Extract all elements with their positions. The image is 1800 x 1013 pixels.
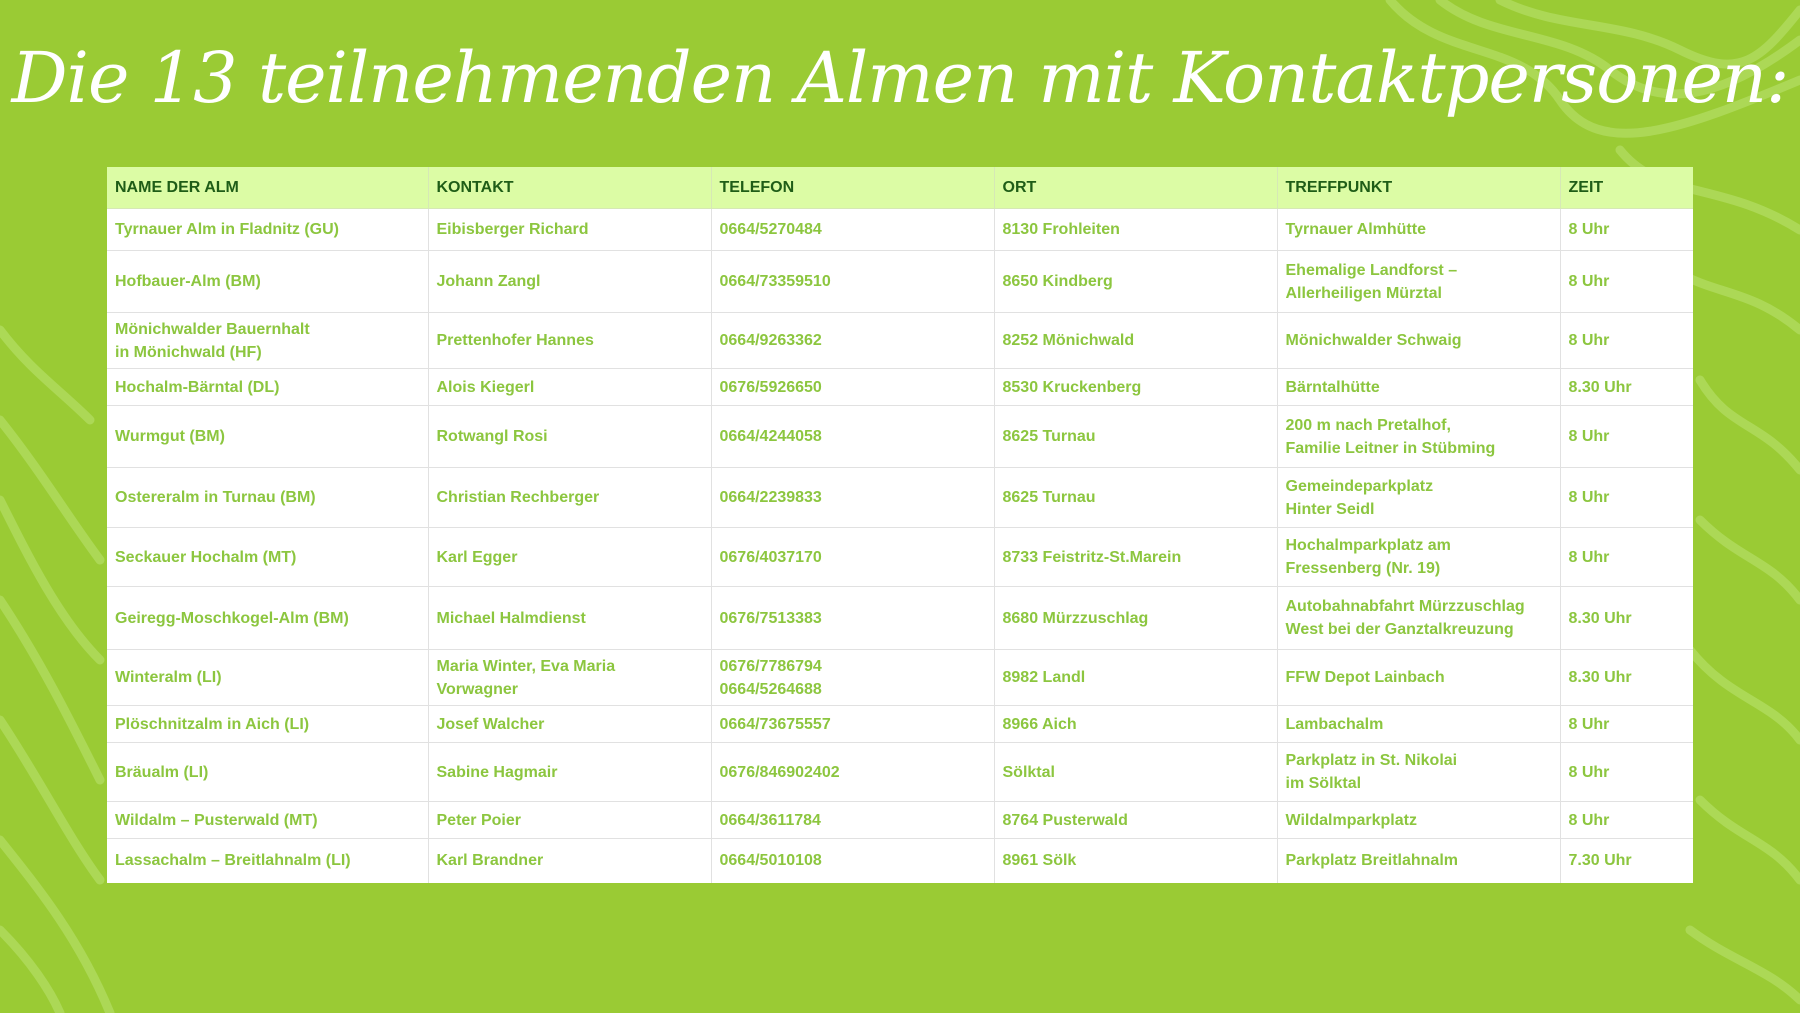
cell-zeit: 8 Uhr (1560, 313, 1693, 369)
cell-kontakt: Peter Poier (428, 802, 711, 839)
header-kontakt: KONTAKT (428, 167, 711, 209)
cell-alm-name: Tyrnauer Alm in Fladnitz (GU) (107, 209, 428, 251)
cell-zeit: 8 Uhr (1560, 468, 1693, 528)
cell-zeit: 8.30 Uhr (1560, 650, 1693, 706)
table-row (107, 587, 1693, 650)
cell-ort: 8966 Aich (994, 706, 1277, 743)
cell-alm-name: Hochalm-Bärntal (DL) (107, 369, 428, 406)
table-row (107, 251, 1693, 313)
cell-ort: 8733 Feistritz-St.Marein (994, 528, 1277, 587)
cell-kontakt: Sabine Hagmair (428, 743, 711, 802)
header-ort: ORT (994, 167, 1277, 209)
cell-zeit: 8 Uhr (1560, 706, 1693, 743)
cell-kontakt: Karl Egger (428, 528, 711, 587)
cell-telefon: 0664/5270484 (711, 209, 994, 251)
cell-telefon: 0664/9263362 (711, 313, 994, 369)
table-header-row (107, 167, 1693, 209)
cell-telefon: 0664/73675557 (711, 706, 994, 743)
header-zeit: ZEIT (1560, 167, 1693, 209)
cell-kontakt: Rotwangl Rosi (428, 406, 711, 468)
cell-ort: 8961 Sölk (994, 839, 1277, 883)
table-row (107, 528, 1693, 587)
cell-treffpunkt: Parkplatz in St. Nikolai im Sölktal (1277, 743, 1560, 802)
cell-kontakt: Karl Brandner (428, 839, 711, 883)
cell-ort: 8982 Landl (994, 650, 1277, 706)
table-row (107, 706, 1693, 743)
cell-ort: 8530 Kruckenberg (994, 369, 1277, 406)
cell-telefon: 0664/73359510 (711, 251, 994, 313)
cell-zeit: 8.30 Uhr (1560, 369, 1693, 406)
cell-ort: Sölktal (994, 743, 1277, 802)
table-row (107, 468, 1693, 528)
cell-treffpunkt: FFW Depot Lainbach (1277, 650, 1560, 706)
cell-alm-name: Seckauer Hochalm (MT) (107, 528, 428, 587)
cell-alm-name: Wildalm – Pusterwald (MT) (107, 802, 428, 839)
cell-telefon: 0676/5926650 (711, 369, 994, 406)
cell-treffpunkt: Hochalmparkplatz am Fressenberg (Nr. 19) (1277, 528, 1560, 587)
cell-kontakt: Prettenhofer Hannes (428, 313, 711, 369)
cell-zeit: 8.30 Uhr (1560, 587, 1693, 650)
table-row (107, 209, 1693, 251)
cell-ort: 8764 Pusterwald (994, 802, 1277, 839)
cell-ort: 8130 Frohleiten (994, 209, 1277, 251)
cell-kontakt: Maria Winter, Eva Maria Vorwagner (428, 650, 711, 706)
cell-ort: 8680 Mürzzuschlag (994, 587, 1277, 650)
cell-treffpunkt: Gemeindeparkplatz Hinter Seidl (1277, 468, 1560, 528)
contacts-table-container (107, 167, 1693, 883)
cell-alm-name: Ostereralm in Turnau (BM) (107, 468, 428, 528)
cell-telefon: 0676/846902402 (711, 743, 994, 802)
cell-kontakt: Josef Walcher (428, 706, 711, 743)
cell-telefon: 0676/7786794 0664/5264688 (711, 650, 994, 706)
cell-treffpunkt: Bärntalhütte (1277, 369, 1560, 406)
cell-zeit: 8 Uhr (1560, 406, 1693, 468)
table-row (107, 369, 1693, 406)
cell-ort: 8625 Turnau (994, 468, 1277, 528)
cell-alm-name: Wurmgut (BM) (107, 406, 428, 468)
cell-telefon: 0664/2239833 (711, 468, 994, 528)
cell-telefon: 0664/5010108 (711, 839, 994, 883)
cell-treffpunkt: Ehemalige Landforst – Allerheiligen Mürztal (1277, 251, 1560, 313)
cell-treffpunkt: 200 m nach Pretalhof, Familie Leitner in Stübming (1277, 406, 1560, 468)
table-row (107, 743, 1693, 802)
cell-treffpunkt: Lambachalm (1277, 706, 1560, 743)
cell-zeit: 8 Uhr (1560, 802, 1693, 839)
cell-kontakt: Christian Rechberger (428, 468, 711, 528)
cell-alm-name: Hofbauer-Alm (BM) (107, 251, 428, 313)
cell-telefon: 0664/4244058 (711, 406, 994, 468)
cell-kontakt: Johann Zangl (428, 251, 711, 313)
table-row (107, 802, 1693, 839)
table-row (107, 839, 1693, 883)
table-row (107, 313, 1693, 369)
contacts-table (107, 167, 1693, 883)
cell-zeit: 8 Uhr (1560, 209, 1693, 251)
cell-treffpunkt: Parkplatz Breitlahnalm (1277, 839, 1560, 883)
cell-ort: 8650 Kindberg (994, 251, 1277, 313)
table-row (107, 650, 1693, 706)
cell-zeit: 8 Uhr (1560, 251, 1693, 313)
table-row (107, 406, 1693, 468)
cell-alm-name: Mönichwalder Bauernhalt in Mönichwald (HF) (107, 313, 428, 369)
cell-ort: 8625 Turnau (994, 406, 1277, 468)
cell-treffpunkt: Autobahnabfahrt Mürzzuschlag West bei der Ganztalkreuzung (1277, 587, 1560, 650)
header-telefon: TELEFON (711, 167, 994, 209)
cell-treffpunkt: Tyrnauer Almhütte (1277, 209, 1560, 251)
header-treffpunkt: TREFFPUNKT (1277, 167, 1560, 209)
cell-alm-name: Geiregg-Moschkogel-Alm (BM) (107, 587, 428, 650)
cell-alm-name: Winteralm (LI) (107, 650, 428, 706)
cell-alm-name: Bräualm (LI) (107, 743, 428, 802)
header-name-der-alm: NAME DER ALM (107, 167, 428, 209)
page-title: Die 13 teilnehmenden Almen mit Kontaktpersonen: (11, 37, 1789, 119)
cell-treffpunkt: Mönichwalder Schwaig (1277, 313, 1560, 369)
cell-kontakt: Michael Halmdienst (428, 587, 711, 650)
cell-zeit: 8 Uhr (1560, 528, 1693, 587)
cell-telefon: 0676/7513383 (711, 587, 994, 650)
cell-kontakt: Eibisberger Richard (428, 209, 711, 251)
cell-zeit: 7.30 Uhr (1568, 852, 1632, 870)
cell-zeit: 8 Uhr (1560, 743, 1693, 802)
cell-kontakt: Alois Kiegerl (428, 369, 711, 406)
cell-treffpunkt: Wildalmparkplatz (1277, 802, 1560, 839)
cell-telefon: 0676/4037170 (711, 528, 994, 587)
cell-telefon: 0664/3611784 (711, 802, 994, 839)
cell-alm-name: Lassachalm – Breitlahnalm (LI) (107, 839, 428, 883)
cell-alm-name: Plöschnitzalm in Aich (LI) (107, 706, 428, 743)
cell-ort: 8252 Mönichwald (994, 313, 1277, 369)
